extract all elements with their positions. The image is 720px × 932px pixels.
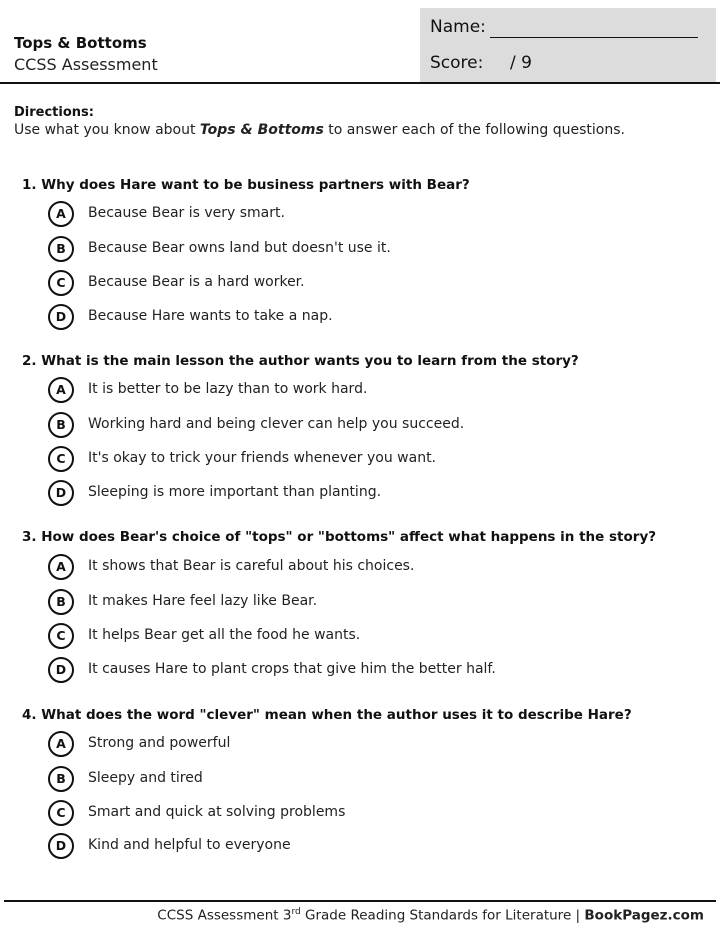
- answer-bubble[interactable]: B: [48, 766, 74, 792]
- option-text: It causes Hare to plant crops that give him the better half.: [88, 661, 496, 677]
- option-text: Working hard and being clever can help you succeed.: [88, 416, 465, 432]
- question-2: 2. What is the main lesson the author wants you to learn from the story?: [22, 353, 579, 369]
- option-text: Strong and powerful: [88, 735, 231, 751]
- score-label: Score:: [430, 53, 484, 73]
- answer-bubble[interactable]: C: [48, 800, 74, 826]
- option-text: Because Hare wants to take a nap.: [88, 308, 333, 324]
- answer-bubble[interactable]: A: [48, 201, 74, 227]
- answer-bubble[interactable]: D: [48, 304, 74, 330]
- answer-bubble[interactable]: C: [48, 623, 74, 649]
- footer-brand: BookPagez.com: [584, 907, 704, 924]
- question-3: 3. How does Bear's choice of "tops" or "bottoms" affect what happens in the story?: [22, 529, 657, 545]
- worksheet-title: Tops & Bottoms: [14, 34, 147, 52]
- name-blank[interactable]: [490, 37, 698, 38]
- directions-text-after: to answer each of the following questions.: [323, 122, 625, 138]
- directions-title: Directions:: [14, 105, 94, 120]
- answer-bubble[interactable]: A: [48, 377, 74, 403]
- question-1: 1. Why does Hare want to be business partners with Bear?: [22, 177, 470, 193]
- question-4: 4. What does the word "clever" mean when the author uses it to describe Hare?: [22, 707, 632, 723]
- option-text: It is better to be lazy than to work hard.: [88, 381, 368, 397]
- score-value: / 9: [510, 53, 532, 73]
- answer-bubble[interactable]: B: [48, 589, 74, 615]
- worksheet-subtitle: CCSS Assessment: [14, 55, 158, 74]
- answer-bubble[interactable]: D: [48, 833, 74, 859]
- answer-bubble[interactable]: A: [48, 731, 74, 757]
- option-text: It helps Bear get all the food he wants.: [88, 627, 361, 643]
- answer-bubble[interactable]: D: [48, 480, 74, 506]
- option-text: Smart and quick at solving problems: [88, 804, 346, 820]
- directions-text-before: Use what you know about: [14, 122, 200, 138]
- option-text: Kind and helpful to everyone: [88, 837, 291, 853]
- answer-bubble[interactable]: D: [48, 657, 74, 683]
- option-text: Sleepy and tired: [88, 770, 203, 786]
- directions-text: [14, 122, 625, 138]
- name-label: Name:: [430, 17, 486, 37]
- footer-divider: [4, 900, 716, 902]
- header-divider: [0, 82, 720, 84]
- option-text: Because Bear is very smart.: [88, 205, 285, 221]
- option-text: It's okay to trick your friends whenever you want.: [88, 450, 437, 466]
- footer-text-before: CCSS Assessment 3: [157, 907, 292, 924]
- answer-bubble[interactable]: A: [48, 554, 74, 580]
- answer-bubble[interactable]: C: [48, 446, 74, 472]
- option-text: Because Bear owns land but doesn't use it.: [88, 240, 391, 256]
- option-text: Because Bear is a hard worker.: [88, 274, 305, 290]
- directions-book-title: Tops & Bottoms: [199, 122, 324, 138]
- option-text: It makes Hare feel lazy like Bear.: [88, 593, 318, 609]
- answer-bubble[interactable]: C: [48, 270, 74, 296]
- option-text: Sleeping is more important than planting.: [88, 484, 382, 500]
- footer: [157, 907, 704, 924]
- name-score-box: [420, 8, 716, 82]
- answer-bubble[interactable]: B: [48, 412, 74, 438]
- footer-text-after: Grade Reading Standards for Literature |: [300, 907, 585, 924]
- worksheet-header: [0, 0, 720, 84]
- answer-bubble[interactable]: B: [48, 236, 74, 262]
- footer-superscript: rd: [291, 907, 301, 917]
- option-text: It shows that Bear is careful about his choices.: [88, 558, 415, 574]
